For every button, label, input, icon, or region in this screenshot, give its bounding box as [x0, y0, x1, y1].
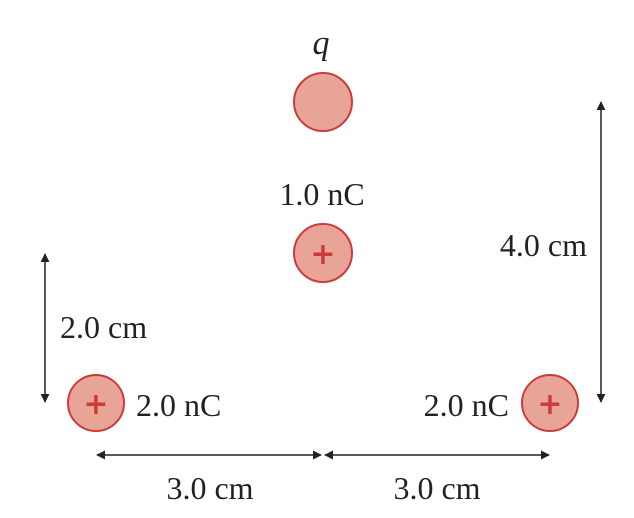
- right-vertical-dimension-label: 4.0 cm: [499, 227, 587, 263]
- bottom-right-horizontal-dimension-label: 3.0 cm: [393, 470, 481, 506]
- charge-q: [294, 73, 352, 131]
- charge-bottom-right-label: 2.0 nC: [423, 387, 509, 423]
- charge-bottom-left-plus-icon: +: [83, 387, 109, 422]
- bottom-left-horizontal-dimension-label: 3.0 cm: [166, 470, 254, 506]
- charge-bottom-left-label: 2.0 nC: [136, 387, 222, 423]
- left-vertical-dimension-label: 2.0 cm: [60, 309, 148, 345]
- charge-middle-label: 1.0 nC: [279, 176, 365, 212]
- charge-q-label: q: [312, 25, 330, 62]
- charge-middle-plus-icon: +: [310, 237, 336, 272]
- charge-bottom-right-plus-icon: +: [537, 387, 563, 422]
